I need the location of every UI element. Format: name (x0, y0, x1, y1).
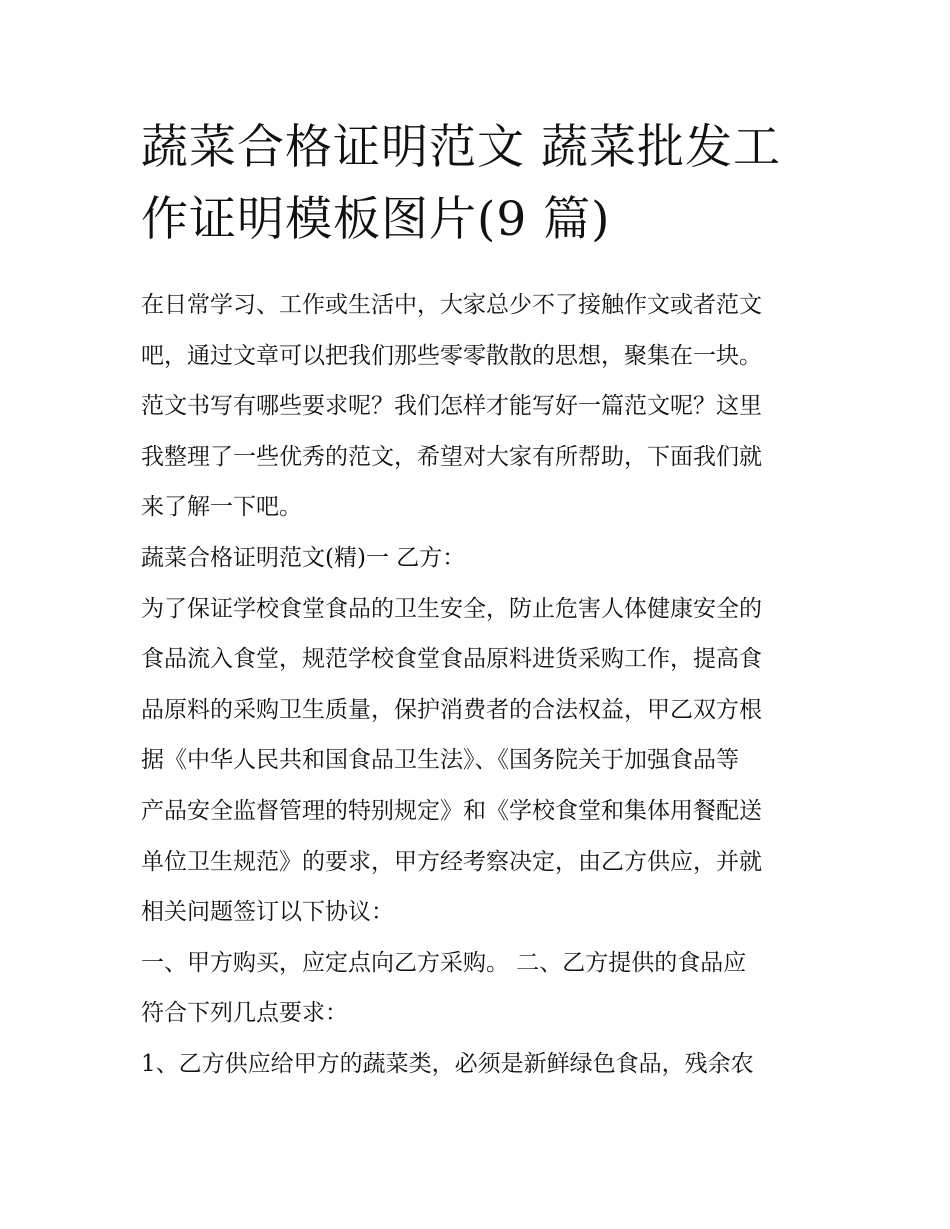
document-title (141, 112, 821, 256)
body-line: 来了解一下吧。 (141, 494, 302, 521)
body-line: 为了保证学校食堂食品的卫生安全，防止危害人体健康安全的 (141, 595, 762, 622)
body-line: 一、甲方购买，应定点向乙方采购。 二、乙方提供的食品应 (141, 949, 747, 976)
body-line: 吧，通过文章可以把我们那些零零散散的思想，聚集在一块。 (141, 342, 762, 369)
body-line: 相关问题签订以下协议： (141, 899, 394, 926)
body-line: 我整理了一些优秀的范文，希望对大家有所帮助，下面我们就 (141, 443, 762, 470)
body-line: 单位卫生规范》的要求，甲方经考察决定，由乙方供应，并就 (141, 848, 762, 875)
body-line: 在日常学习、工作或生活中，大家总少不了接触作文或者范文 (141, 292, 762, 318)
body-line: 1、乙方供应给甲方的蔬菜类，必须是新鲜绿色食品，残余农 (141, 1050, 754, 1077)
body-line: 品原料的采购卫生质量，保护消费者的合法权益，甲乙双方根 (141, 696, 762, 723)
section-heading: 蔬菜合格证明范文(精)一 乙方： (141, 544, 466, 571)
body-line: 据《中华人民共和国食品卫生法》、《国务院关于加强食品等 (141, 747, 739, 774)
title-line: 蔬菜合格证明范文 蔬菜批发工 (141, 120, 781, 175)
body-line: 产品安全监督管理的特别规定》和《学校食堂和集体用餐配送 (141, 797, 762, 824)
body-line: 范文书写有哪些要求呢？我们怎样才能写好一篇范文呢？这里 (141, 393, 762, 420)
body-line: 食品流入食堂，规范学校食堂食品原料进货采购工作，提高食 (141, 646, 762, 673)
body-line: 符合下列几点要求： (141, 1000, 348, 1027)
document-body (141, 280, 821, 1090)
title-line: 作证明模板图片(9 篇) (141, 192, 611, 247)
